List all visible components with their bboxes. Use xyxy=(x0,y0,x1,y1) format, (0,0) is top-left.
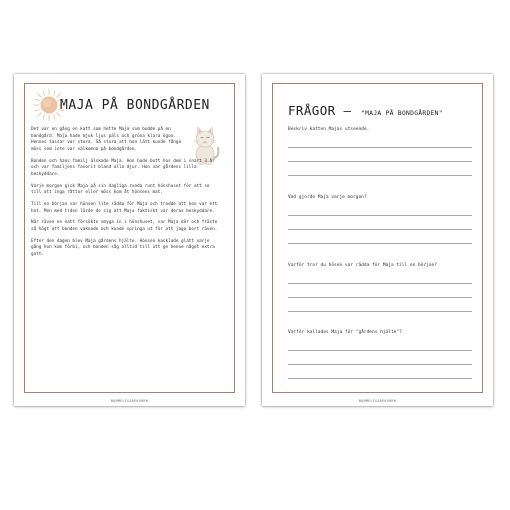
story-paragraph: Bonden och hans familj älskade Maja. Hon hade bott hos dem i snart 3 år och var familjens favorit bland alla djur. Hon var gårdens lilla beskyddare. xyxy=(31,158,215,177)
page-footer: MAMMELIGAREKORRM xyxy=(358,399,397,403)
page-footer: MAMMELIGAREKORRM xyxy=(110,399,149,403)
answer-line[interactable] xyxy=(288,243,472,244)
answer-line[interactable] xyxy=(288,229,472,230)
answer-line[interactable] xyxy=(288,147,472,148)
answer-line[interactable] xyxy=(288,175,472,176)
story-paragraph: När räven en natt försökte smyga in i hönshuset, var Maja där och fräste så högt att bonden vaknade och kunde springa ut för att jaga bort räven. xyxy=(31,220,218,232)
answer-line[interactable] xyxy=(288,311,472,312)
question-1: Beskriv katten Majas utseende. xyxy=(288,127,370,132)
questions-title-main: FRÅGOR – xyxy=(288,103,352,118)
answer-line[interactable] xyxy=(288,378,472,379)
questions-title-sub: "MAJA PÅ BONDGÅRDEN" xyxy=(361,110,443,117)
question-3: Varför tror du hösen var rädda för Maja till en början? xyxy=(288,263,438,268)
answer-line[interactable] xyxy=(288,297,472,298)
story-paragraph: Det var en gång en katt som hette Maja som bodde på en bondgård. Maja hade mjuk ljus päls och gröna klara ögon. Hennes tassar var stora. Så stora att hon lätt kunde fånga möss som inte var välkomna på bondgården. xyxy=(31,127,182,152)
story-text xyxy=(31,127,218,264)
story-title: MAJA PÅ BONDGÅRDEN xyxy=(60,98,210,113)
story-paragraph: Varje morgon gick Maja på sin dagliga runda runt hönshuset för att se till att inga råttor eller möss kom åt hönsens mat. xyxy=(31,183,210,196)
answer-line[interactable] xyxy=(288,161,472,162)
questions-title xyxy=(288,100,443,119)
answer-line[interactable] xyxy=(288,215,472,216)
question-4: Varför kallades Maja för "gårdens hjälte"? xyxy=(288,330,402,335)
answer-line[interactable] xyxy=(288,350,472,351)
story-page xyxy=(14,74,245,406)
story-paragraph: Till en början var hönsen lite rädda för Maja och trodde att hon var ett hot. Men med tiden lärde de sig att Maja faktiskt var deras beskyddare. xyxy=(31,201,218,214)
questions-page xyxy=(262,74,493,406)
question-2: Vad gjorde Maja varje morgon? xyxy=(288,195,367,200)
answer-line[interactable] xyxy=(288,364,472,365)
story-paragraph: Efter den dagen blev Maja gårdens hjälte. Hönsen kacklade glatt varje gång hon kom förbi, och bonden såg alltid till att ge henne något extra gott. xyxy=(31,238,215,257)
answer-line[interactable] xyxy=(288,283,472,284)
